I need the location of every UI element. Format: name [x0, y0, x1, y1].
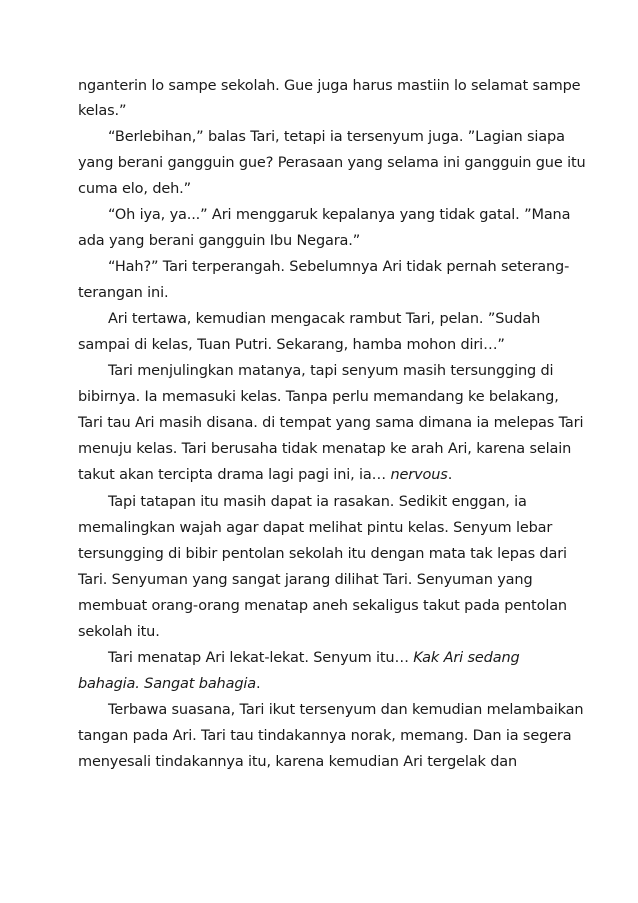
text-line	[78, 388, 559, 406]
line-text: menyesali tindakannya itu, karena kemudian Ari tergelak dan	[78, 754, 518, 770]
line-text: Ari tertawa, kemudian mengacak rambut Tari, pelan. ”Sudah	[108, 311, 541, 327]
text-line	[78, 284, 168, 302]
line-text: Tapi tatapan itu masih dapat ia rasakan. Sedikit enggan, ia	[108, 494, 527, 510]
line-text: tersungging di bibir pentolan sekolah itu dengan mata tak lepas dari	[78, 546, 567, 562]
italic-text: Kak Ari sedang	[413, 650, 520, 666]
text-line	[78, 597, 567, 615]
paragraph-first-line	[108, 493, 527, 511]
paragraph-first-line	[108, 128, 565, 146]
paragraph-first-line	[108, 258, 569, 276]
text-line	[78, 154, 586, 172]
line-text: Terbawa suasana, Tari ikut tersenyum dan kemudian melambaikan	[108, 702, 584, 718]
line-text: .	[447, 467, 453, 483]
text-line	[78, 519, 552, 537]
text-line	[78, 623, 160, 641]
text-line	[78, 232, 360, 250]
text-line	[78, 77, 580, 95]
line-text: bibirnya. Ia memasuki kelas. Tanpa perlu memandang ke belakang,	[78, 389, 559, 405]
line-text: Tari. Senyuman yang sangat jarang dilihat Tari. Senyuman yang	[78, 572, 533, 588]
text-line	[78, 336, 505, 354]
line-text: sampai di kelas, Tuan Putri. Sekarang, hamba mohon diri…”	[78, 337, 505, 353]
text-line	[78, 440, 571, 458]
line-text: tangan pada Ari. Tari tau tindakannya norak, memang. Dan ia segera	[78, 728, 572, 744]
italic-text: nervous	[390, 467, 448, 483]
paragraph-first-line	[108, 362, 553, 380]
line-text: yang berani gangguin gue? Perasaan yang selama ini gangguin gue itu	[78, 155, 586, 171]
text-line	[78, 727, 571, 745]
line-text: memalingkan wajah agar dapat melihat pintu kelas. Senyum lebar	[78, 520, 553, 536]
text-line	[78, 466, 452, 484]
line-text: .	[256, 676, 261, 692]
line-text: Tari menatap Ari lekat-lekat. Senyum itu…	[108, 650, 414, 666]
paragraph-first-line	[108, 310, 540, 328]
line-text: terangan ini.	[78, 285, 169, 301]
line-text: sekolah itu.	[78, 624, 160, 640]
line-text: nganterin lo sampe sekolah. Gue juga harus mastiin lo selamat sampe	[78, 78, 581, 94]
line-text: ada yang berani gangguin Ibu Negara.”	[78, 233, 361, 249]
line-text: “Hah?” Tari terperangah. Sebelumnya Ari tidak pernah seterang-	[108, 259, 570, 275]
line-text: kelas.”	[78, 103, 127, 119]
line-text: “Oh iya, ya...” Ari menggaruk kepalanya yang tidak gatal. ”Mana	[108, 207, 571, 223]
line-text: takut akan tercipta drama lagi pagi ini, ia…	[78, 467, 391, 483]
line-text: cuma elo, deh.”	[78, 181, 192, 197]
italic-text: bahagia. Sangat bahagia	[78, 676, 256, 692]
line-text: “Berlebihan,” balas Tari, tetapi ia tersenyum juga. ”Lagian siapa	[108, 129, 565, 145]
text-line	[78, 675, 260, 693]
paragraph-first-line	[108, 206, 570, 224]
line-text: Tari tau Ari masih disana. di tempat yang sama dimana ia melepas Tari	[78, 415, 584, 431]
text-line	[78, 102, 126, 120]
text-line	[78, 414, 583, 432]
line-text: membuat orang-orang menatap aneh sekaligus takut pada pentolan	[78, 598, 567, 614]
text-line	[78, 753, 517, 771]
text-line	[78, 545, 567, 563]
line-text: menuju kelas. Tari berusaha tidak menatap ke arah Ari, karena selain	[78, 441, 572, 457]
text-line	[78, 180, 191, 198]
text-line	[78, 571, 533, 589]
line-text: Tari menjulingkan matanya, tapi senyum masih tersungging di	[108, 363, 554, 379]
paragraph-first-line	[108, 701, 583, 719]
paragraph-first-line	[108, 649, 520, 667]
